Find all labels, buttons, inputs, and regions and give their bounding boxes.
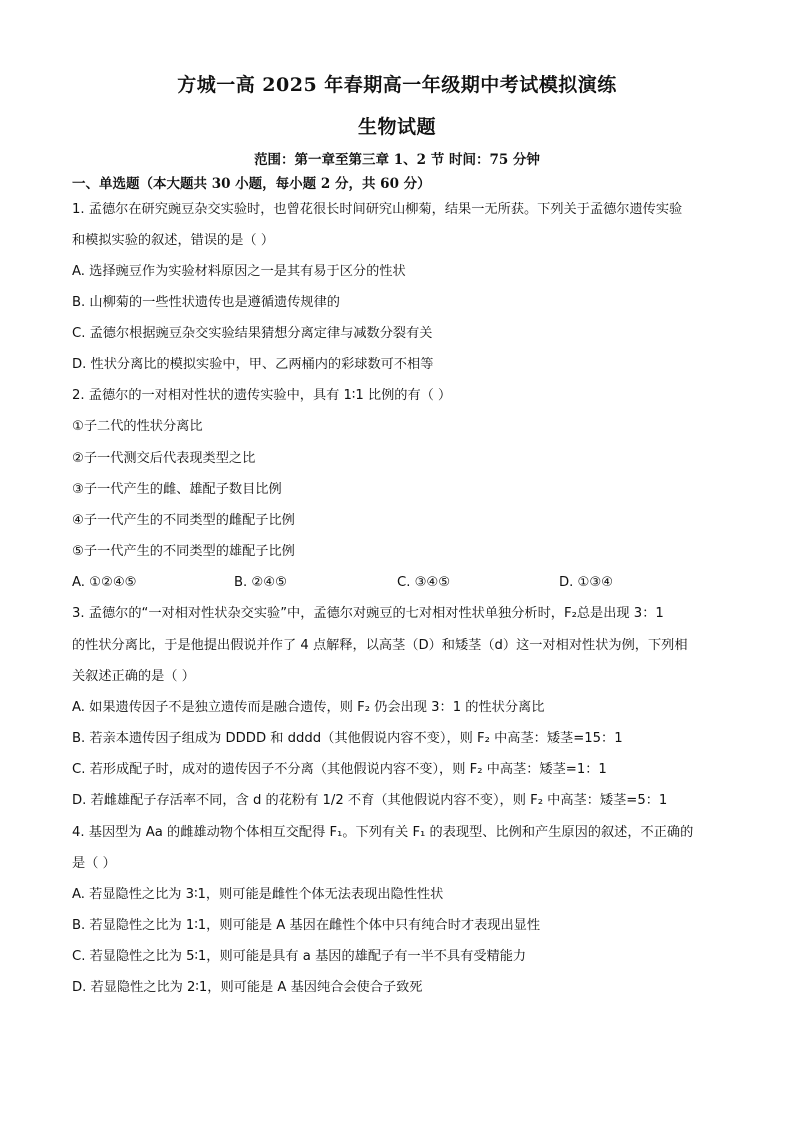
question-2-item-2: ②子一代测交后代表现类型之比 — [72, 451, 256, 466]
question-3-stem-line-3: 关叙述正确的是（ ） — [72, 669, 195, 684]
question-2-option-c: C. ③④⑤ — [397, 575, 451, 590]
exam-subject: 生物试题 — [357, 116, 436, 138]
question-1-option-d: D. 性状分离比的模拟实验中，甲、乙两桶内的彩球数可不相等 — [72, 357, 434, 372]
exam-title: 方城一高 2025 年春期高一年级期中考试模拟演练 — [177, 74, 617, 96]
question-1-option-b: B. 山柳菊的一些性状遗传也是遵循遗传规律的 — [72, 295, 340, 310]
question-3-option-a: A. 如果遗传因子不是独立遗传而是融合遗传，则 F₂ 仍会出现 3：1 的性状分离比 — [72, 700, 545, 715]
question-4-option-d: D. 若显隐性之比为 2∶1，则可能是 A 基因纯合会使合子致死 — [72, 980, 423, 995]
question-1-option-a: A. 选择豌豆作为实验材料原因之一是其有易于区分的性状 — [72, 264, 406, 279]
question-2-option-b: B. ②④⑤ — [234, 575, 287, 590]
question-1-stem-line-1: 1. 孟德尔在研究豌豆杂交实验时，也曾花很长时间研究山柳菊，结果一无所获。下列关于孟德尔遗传实验 — [72, 202, 683, 217]
question-4-option-b: B. 若显隐性之比为 1∶1，则可能是 A 基因在雌性个体中只有纯合时才表现出显性 — [72, 918, 541, 933]
question-4-option-a: A. 若显隐性之比为 3∶1，则可能是雌性个体无法表现出隐性性状 — [72, 887, 444, 902]
question-2-stem: 2. 孟德尔的一对相对性状的遗传实验中，具有 1∶1 比例的有（ ） — [72, 388, 452, 403]
question-3-stem-line-2: 的性状分离比，于是他提出假说并作了 4 点解释，以高茎（D）和矮茎（d）这一对相对性状为例，下列相 — [72, 638, 688, 653]
exam-scope-and-time: 范围：第一章至第三章 1、2 节 时间：75 分钟 — [254, 152, 540, 168]
question-1-option-c: C. 孟德尔根据豌豆杂交实验结果猜想分离定律与减数分裂有关 — [72, 326, 433, 341]
question-1-stem-line-2: 和模拟实验的叙述，错误的是（ ） — [72, 233, 275, 248]
question-3-option-b: B. 若亲本遗传因子组成为 DDDD 和 dddd（其他假说内容不变），则 F₂ 中高茎：矮茎=15：1 — [72, 731, 623, 746]
question-2-item-5: ⑤子一代产生的不同类型的雄配子比例 — [72, 544, 295, 559]
question-2-option-a: A. ①②④⑤ — [72, 575, 137, 590]
question-2-item-3: ③子一代产生的雌、雄配子数目比例 — [72, 482, 282, 497]
question-3-option-c: C. 若形成配子时，成对的遗传因子不分离（其他假说内容不变），则 F₂ 中高茎：矮茎=1：1 — [72, 762, 607, 777]
question-2-option-d: D. ①③④ — [559, 575, 614, 590]
question-3-option-d: D. 若雌雄配子存活率不同，含 d 的花粉有 1/2 不育（其他假说内容不变），则 F₂ 中高茎：矮茎=5：1 — [72, 793, 668, 808]
section-heading: 一、单选题（本大题共 30 小题，每小题 2 分，共 60 分） — [72, 176, 431, 192]
question-3-stem-line-1: 3. 孟德尔的“一对相对性状杂交实验”中，孟德尔对豌豆的七对相对性状单独分析时，F₂总是出现 3：1 — [72, 606, 664, 621]
question-4-stem-line-1: 4. 基因型为 Aa 的雌雄动物个体相互交配得 F₁。下列有关 F₁ 的表现型、比例和产生原因的叙述，不正确的 — [72, 825, 694, 840]
question-4-option-c: C. 若显隐性之比为 5∶1，则可能是具有 a 基因的雄配子有一半不具有受精能力 — [72, 949, 527, 964]
question-4-stem-line-2: 是（ ） — [72, 856, 116, 871]
question-2-item-1: ①子二代的性状分离比 — [72, 419, 203, 434]
question-2-item-4: ④子一代产生的不同类型的雌配子比例 — [72, 513, 295, 528]
